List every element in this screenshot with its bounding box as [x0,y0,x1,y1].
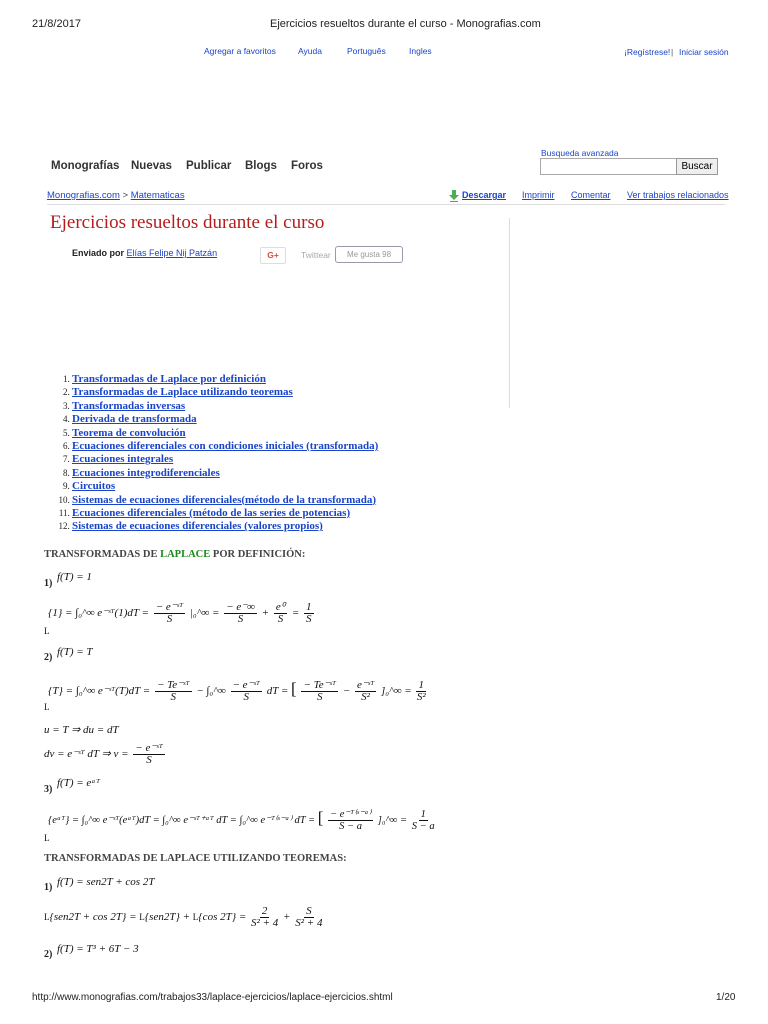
exercise-label: 2) [44,949,53,960]
toc-item[interactable]: 2. Transformadas de Laplace utilizando teoremas [72,386,378,399]
toc-item[interactable]: 8. Ecuaciones integrodiferenciales [72,467,378,480]
sent-by-label: Enviado por [72,248,125,258]
equation: {T} = ∫₀^∞ e⁻ˢᵀ(T)dT = $\frac{\text{− Te⁻ˢᵀ}}{S}$ − ∫₀^∞ $\frac{\text{− e⁻ˢᵀ}}{S}$ dT = [ $\frac{\text{− Te⁻ˢᵀ}}{S}$ − $\frac{\text{e⁻ˢᵀ}}{\text{S²}}$ ]₀^∞ = $\frac{1}{\text{S²}}$ [48,678,426,703]
toc-item[interactable]: 6. Ecuaciones diferenciales con condiciones iniciales (transformada) [72,440,378,453]
register-link[interactable]: ¡Regístrese! [624,47,671,57]
exercise-label: 1) [44,578,53,589]
toc-item[interactable]: 4. Derivada de transformada [72,413,378,426]
nav-monografias[interactable]: Monografías [51,160,120,172]
equation: f(T) = T [57,646,93,658]
section-heading-definition: TRANSFORMADAS DE LAPLACE POR DEFINICIÓN: [44,549,306,560]
byline [72,248,217,258]
equation: dv = e⁻ˢᵀ dT ⇒ v = $\frac{\text{− e⁻ˢᵀ}}{S}$ [44,742,163,766]
equation: u = T ⇒ du = dT [44,724,119,736]
breadcrumb-section[interactable]: Matematicas [130,190,185,201]
equation: L{sen2T + cos 2T} = L{sen2T} + L{cos 2T} = $\frac{2}{\text{S² + 4}}$ + $\frac{S}{\text{S² + 4}}$ [44,905,323,929]
add-favorites-link[interactable]: Agregar a favoritos [204,46,276,56]
exercise-label: 1) [44,882,53,893]
print-date: 21/8/2017 [32,18,81,30]
breadcrumb-home[interactable]: Monografias.com [47,190,120,201]
laplace-symbol: L [44,626,50,636]
laplace-symbol: L [44,702,50,712]
sidebar-divider [509,218,510,408]
equation: f(T) = T³ + 6T − 3 [57,943,139,955]
equation: f(T) = sen2T + cos 2T [57,876,155,888]
account-separator: | [671,47,674,57]
download-link[interactable]: Descargar [462,190,507,200]
nav-foros[interactable]: Foros [291,160,323,172]
toc-item[interactable]: 5. Teorema de convolución [72,427,378,440]
toc-item[interactable]: 11. Ecuaciones diferenciales (método de las series de potencias) [72,507,378,520]
like-button[interactable]: Me gusta 98 [335,246,403,263]
laplace-symbol: L [44,833,50,843]
toc-list [32,373,378,534]
header-divider [47,204,725,205]
related-link[interactable]: Ver trabajos relacionados [627,190,729,200]
print-title: Ejercicios resueltos durante el curso - Monografias.com [270,18,541,30]
comment-link[interactable]: Comentar [571,190,611,200]
advanced-search-link[interactable]: Busqueda avanzada [541,148,619,158]
section-heading-theorems: TRANSFORMADAS DE LAPLACE UTILIZANDO TEOREMAS: [44,853,347,864]
equation: f(T) = eᵃᵀ [57,777,100,789]
exercise-label: 2) [44,652,53,663]
nav-blogs[interactable]: Blogs [245,160,277,172]
search-button[interactable]: Buscar [676,158,718,175]
nav-nuevas[interactable]: Nuevas [131,160,172,172]
exercise-label: 3) [44,784,53,795]
search-input[interactable] [540,158,677,175]
nav-publicar[interactable]: Publicar [186,160,232,172]
toc-item[interactable]: 9. Circuitos [72,480,378,493]
portuguese-link[interactable]: Português [347,46,386,56]
toc-item[interactable]: 7. Ecuaciones integrales [72,453,378,466]
article-title: Ejercicios resueltos durante el curso [50,212,325,233]
toc-item[interactable]: 10. Sistemas de ecuaciones diferenciales(método de la transformada) [72,494,378,507]
gplus-button[interactable]: G+ [260,247,286,264]
login-link[interactable]: Iniciar sesión [679,47,729,57]
equation: {1} = ∫₀^∞ e⁻ˢᵀ(1)dT = $\frac{\text{− e⁻ˢᵀ}}{S}$ |₀^∞ = $\frac{- e^-\infty}{S}$ + $\frac{\text{e⁰}}{S}$ = $\frac{1}{S}$ [48,601,312,625]
print-link[interactable]: Imprimir [522,190,555,200]
print-page-number: 1/20 [716,992,736,1003]
tweet-button[interactable]: Twittear [301,250,331,260]
equation: f(T) = 1 [57,571,92,583]
breadcrumb-sep: > [122,190,129,201]
toc-item[interactable]: 1. Transformadas de Laplace por definición [72,373,378,386]
help-link[interactable]: Ayuda [298,46,322,56]
english-link[interactable]: Ingles [409,46,432,56]
toc-item[interactable]: 12. Sistemas de ecuaciones diferenciales (valores propios) [72,520,378,533]
laplace-word: LAPLACE [160,549,211,560]
breadcrumb [47,190,185,201]
toc-item[interactable]: 3. Transformadas inversas [72,400,378,413]
equation: {eᵃᵀ} = ∫₀^∞ e⁻ˢᵀ(eᵃᵀ)dT = ∫₀^∞ e⁻ˢᵀ⁺ᵃᵀ dT = ∫₀^∞ e⁻ᵀ⁽ˢ⁻ᵃ⁾ dT = [ $\frac{\text{− e⁻ᵀ⁽ˢ⁻ᵃ⁾}}{S - a}$ ]₀^∞ = $\frac{1}{S - a}$ [48,808,435,833]
print-url: http://www.monografias.com/trabajos33/laplace-ejercicios/laplace-ejercicios.shtml [32,992,393,1003]
author-link[interactable]: Elías Felipe Nij Patzán [126,248,218,258]
